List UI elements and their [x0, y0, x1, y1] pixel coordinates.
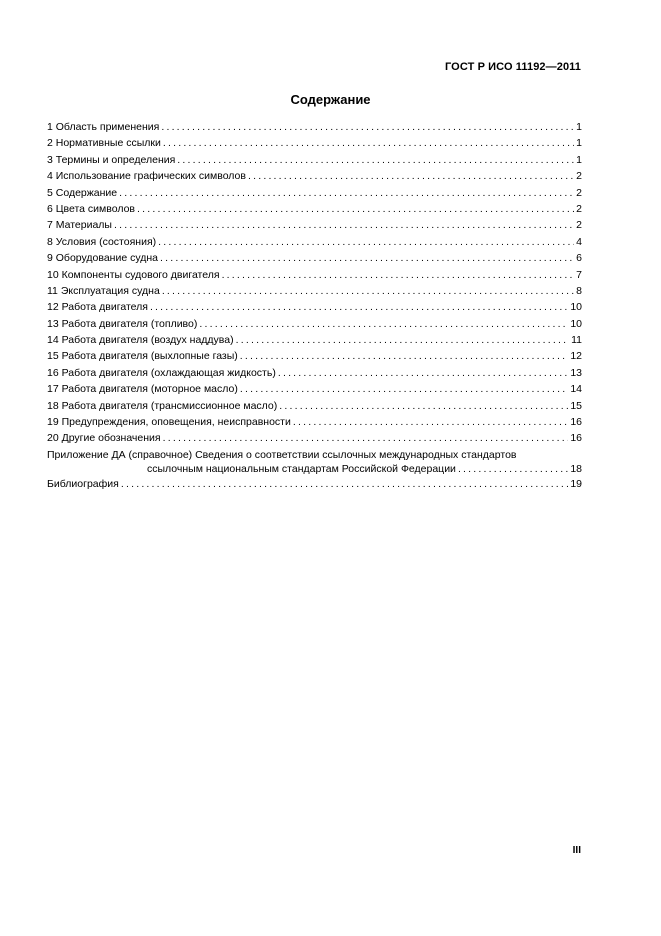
- table-of-contents: [47, 119, 582, 492]
- toc-leader-dots: [240, 348, 569, 364]
- toc-entry-label: 1 Область применения: [47, 121, 160, 133]
- toc-entry[interactable]: [47, 217, 582, 233]
- toc-entry-page: 8: [576, 284, 582, 297]
- toc-entry-label: 3 Термины и определения: [47, 153, 176, 166]
- toc-entry-page: 10: [570, 301, 582, 314]
- toc-entry[interactable]: [47, 365, 582, 381]
- toc-entry-page: 14: [570, 383, 582, 396]
- toc-entry-page: 1: [576, 137, 582, 150]
- toc-entry-page: 16: [570, 416, 582, 429]
- toc-entry-label: 20 Другие обозначения: [47, 432, 161, 445]
- toc-entry-label: 17 Работа двигателя (моторное масло): [47, 383, 238, 396]
- toc-entry-page: 2: [576, 219, 582, 232]
- toc-entry-page: 4: [576, 235, 582, 248]
- toc-entry[interactable]: [47, 250, 582, 266]
- toc-entry[interactable]: [47, 332, 582, 348]
- toc-entry-page: 2: [576, 202, 582, 215]
- toc-entry-label: 4 Использование графических символов: [47, 170, 246, 183]
- toc-entry-page: 2: [576, 170, 582, 183]
- toc-entry[interactable]: [47, 381, 582, 397]
- toc-leader-dots: [137, 201, 574, 217]
- toc-entry-page: 13: [570, 366, 582, 379]
- toc-entry-label: 13 Работа двигателя (топливо): [47, 317, 198, 330]
- toc-entry-label: 5 Содержание: [47, 186, 118, 199]
- toc-leader-dots: [222, 267, 575, 283]
- toc-entry-page: 18: [570, 462, 582, 475]
- toc-entry[interactable]: [47, 283, 582, 299]
- toc-entry-page: 19: [570, 477, 582, 490]
- toc-leader-dots: [114, 217, 574, 233]
- toc-entry-label: 9 Оборудование судна: [47, 252, 159, 265]
- toc-leader-dots: [199, 316, 568, 332]
- toc-entry[interactable]: [47, 185, 582, 201]
- toc-entry-label: 11 Эксплуатация судна: [47, 284, 160, 297]
- toc-entry-label: 14 Работа двигателя (воздух наддува): [47, 334, 234, 347]
- toc-title: Содержание: [290, 92, 371, 107]
- toc-leader-dots: [163, 135, 574, 151]
- toc-entry-label: 6 Цвета символов: [47, 202, 135, 215]
- toc-entry-page: 1: [576, 121, 582, 133]
- toc-appendix-continuation: [47, 462, 582, 476]
- toc-leader-dots: [161, 119, 574, 135]
- toc-entry-page: 6: [576, 252, 582, 265]
- toc-entry-page: 15: [570, 399, 582, 412]
- toc-leader-dots: [240, 381, 568, 397]
- toc-leader-dots: [119, 185, 574, 201]
- toc-leader-dots: [236, 332, 569, 348]
- toc-entry[interactable]: [47, 267, 582, 283]
- toc-leader-dots: [163, 430, 569, 446]
- toc-entry-page: 10: [570, 317, 582, 330]
- toc-entry[interactable]: [47, 414, 582, 430]
- toc-entry-label: 18 Работа двигателя (трансмиссионное масло): [47, 399, 278, 412]
- toc-entry-page: 2: [576, 186, 582, 199]
- toc-appendix-title: Приложение ДА (справочное) Сведения о соответствии ссылочных международных стандартов: [47, 448, 517, 461]
- toc-entry-appendix[interactable]: [47, 447, 582, 476]
- toc-entry-label: 15 Работа двигателя (выхлопные газы): [47, 350, 238, 363]
- toc-entry[interactable]: [47, 316, 582, 332]
- document-code: ГОСТ Р ИСО 11192—2011: [444, 61, 581, 73]
- toc-entry-page: 16: [570, 432, 582, 445]
- toc-leader-dots: [158, 234, 574, 250]
- page-number: III: [572, 845, 581, 856]
- toc-entry-label: 19 Предупреждения, оповещения, неисправности: [47, 416, 291, 429]
- toc-entry-label: 2 Нормативные ссылки: [47, 137, 161, 150]
- toc-entry[interactable]: [47, 168, 582, 184]
- toc-entry-label: 8 Условия (состояния): [47, 235, 157, 248]
- toc-leader-dots: [162, 283, 574, 299]
- toc-entry-label: 7 Материалы: [47, 219, 112, 232]
- toc-entry[interactable]: [47, 234, 582, 250]
- toc-leader-dots: [177, 152, 574, 168]
- toc-entry-label: Библиография: [47, 477, 119, 490]
- toc-entry[interactable]: [47, 430, 582, 446]
- toc-leader-dots: [121, 476, 568, 492]
- toc-entry-label: 10 Компоненты судового двигателя: [47, 268, 220, 281]
- toc-entry[interactable]: [47, 348, 582, 364]
- toc-leader-dots: [160, 250, 574, 266]
- toc-entry-label: 16 Работа двигателя (охлаждающая жидкость): [47, 366, 276, 379]
- toc-entry-page: 1: [576, 153, 582, 166]
- toc-leader-dots: [458, 462, 568, 476]
- toc-entry[interactable]: [47, 299, 582, 315]
- toc-entry[interactable]: [47, 135, 582, 151]
- toc-entry[interactable]: [47, 201, 582, 217]
- toc-leader-dots: [278, 365, 568, 381]
- toc-appendix-subtitle: ссылочным национальным стандартам Российской Федерации: [147, 462, 456, 475]
- toc-leader-dots: [279, 398, 568, 414]
- toc-entry[interactable]: [47, 152, 582, 168]
- toc-leader-dots: [293, 414, 568, 430]
- toc-entry[interactable]: [47, 119, 582, 135]
- toc-entry-label: 12 Работа двигателя: [47, 301, 148, 314]
- toc-entry-page: 7: [576, 268, 582, 281]
- toc-entry-page: 12: [570, 350, 582, 363]
- toc-entry-bibliography[interactable]: [47, 476, 582, 492]
- toc-leader-dots: [150, 299, 568, 315]
- toc-entry[interactable]: [47, 398, 582, 414]
- toc-leader-dots: [248, 168, 574, 184]
- toc-entry-page: 11: [571, 334, 582, 347]
